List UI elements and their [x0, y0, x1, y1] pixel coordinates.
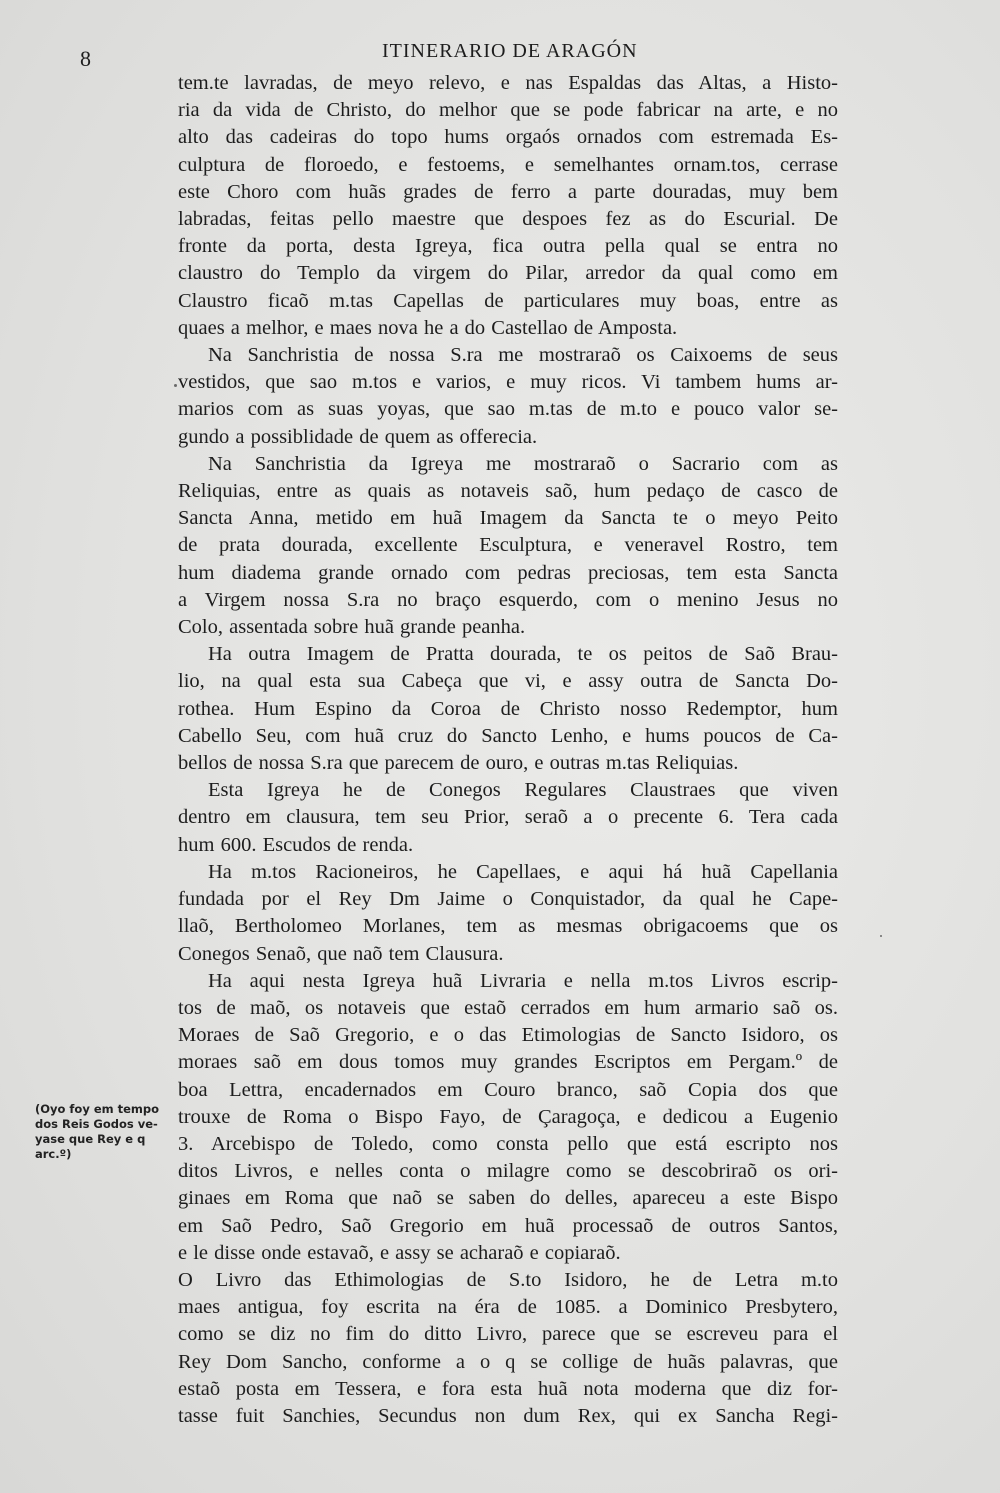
- text-line: llaõ, Bertholomeo Morlanes, tem as mesmas obrigacoems que os: [178, 915, 838, 938]
- text-line: de prata dourada, excellente Esculptura, e veneravel Rostro, tem: [178, 534, 838, 557]
- text-line: Reliquias, entre as quais as notaveis saõ, hum pedaço de casco de: [178, 480, 838, 503]
- text-line: tem.te lavradas, de meyo relevo, e nas Espaldas das Altas, a Histo-: [178, 72, 838, 94]
- text-line: lio, na qual esta sua Cabeça que vi, e assy outra de Sancta Do-: [178, 670, 838, 693]
- margin-note-line: dos Reis Godos ve-: [35, 1117, 158, 1131]
- text-line: rothea. Hum Espino da Coroa de Christo nosso Redemptor, hum: [178, 697, 838, 720]
- text-line: moraes saõ em dous tomos muy grandes Escriptos em Pergam.º de: [178, 1051, 838, 1074]
- text-line: hum diadema grande ornado com pedras preciosas, tem esta Sancta: [178, 561, 838, 584]
- text-line: marios com as suas yoyas, que sao m.tas de m.to e pouco valor se-: [178, 398, 838, 421]
- text-line: ditos Livros, e nelles conta o milagre como se descobriraõ os ori-: [178, 1160, 838, 1183]
- text-line: claustro do Templo da virgem do Pilar, arredor da qual como em: [178, 262, 838, 285]
- text-line: a Virgem nossa S.ra no braço esquerdo, com o menino Jesus no: [178, 588, 838, 611]
- text-line: ria da vida de Christo, do melhor que se pode fabricar na arte, e no: [178, 99, 838, 122]
- text-line: como se diz no fim do ditto Livro, parece que se escreveu para el: [178, 1323, 838, 1346]
- text-line: estaõ posta em Tessera, e fora esta huã nota moderna que diz for-: [178, 1377, 838, 1400]
- text-line: boa Lettra, encadernados em Couro branco, saõ Copia dos que: [178, 1078, 838, 1101]
- page-number: 8: [80, 46, 91, 71]
- body-text: [178, 70, 838, 1430]
- text-line: vestidos, que sao m.tos e varios, e muy ricos. Vi tambem hums ar-: [178, 371, 838, 394]
- text-line: culptura de floroedo, e festoems, e semelhantes ornam.tos, cerrase: [178, 153, 838, 176]
- margin-note-line: arc.º): [35, 1147, 72, 1161]
- paper-speck: [174, 384, 177, 387]
- text-line: Cabello Seu, com huã cruz do Sancto Lenho, e hums poucos de Ca-: [178, 724, 838, 747]
- text-line: labradas, feitas pello maestre que despoes fez as do Escurial. De: [178, 208, 838, 231]
- text-line: tasse fuit Sanchies, Secundus non dum Rex, qui ex Sancha Regi-: [178, 1404, 838, 1427]
- text-line: Conegos Senaõ, que naõ tem Clausura.: [178, 942, 504, 965]
- text-line: Rey Dom Sancho, conforme a o q se collige de huãs palavras, que: [178, 1350, 838, 1373]
- running-title: ITINERARIO DE ARAGÓN: [382, 40, 638, 62]
- text-line: Sancta Anna, metido em huã Imagem da Sancta te o meyo Peito: [178, 507, 838, 530]
- text-line: Ha aqui nesta Igreya huã Livraria e nella m.tos Livros escrip-: [208, 969, 838, 992]
- text-line: gundo a possiblidade de quem as offerecia.: [178, 425, 538, 448]
- margin-note-line: yase que Rey e q: [35, 1132, 146, 1146]
- text-line: Na Sanchristia de nossa S.ra me mostraraõ os Caixoems de seus: [208, 344, 838, 367]
- margin-note: [35, 1102, 180, 1162]
- text-line: e le disse onde estavaõ, e assy se acharaõ e copiaraõ.: [178, 1241, 621, 1264]
- text-line: ginaes em Roma que naõ se saben do delles, apareceu a este Bispo: [178, 1187, 838, 1210]
- text-line: maes antigua, foy escrita na éra de 1085. a Dominico Presbytero,: [178, 1296, 838, 1319]
- text-line: Moraes de Saõ Gregorio, e o das Etimologias de Sancto Isidoro, os: [178, 1024, 838, 1047]
- text-line: fronte da porta, desta Igreya, fica outra pella qual se entra no: [178, 235, 838, 258]
- text-line: Claustro ficaõ m.tas Capellas de particulares muy boas, entre as: [178, 289, 838, 312]
- text-line: bellos de nossa S.ra que parecem de ouro, e outras m.tas Reliquias.: [178, 752, 739, 775]
- text-line: dentro em clausura, tem seu Prior, seraõ a o precente 6. Tera cada: [178, 806, 838, 829]
- text-line: Ha outra Imagem de Pratta dourada, te os peitos de Saõ Brau-: [208, 643, 838, 666]
- text-line: tos de maõ, os notaveis que estaõ cerrados em hum armario saõ os.: [178, 996, 838, 1019]
- text-line: este Choro com huãs grades de ferro a parte douradas, muy bem: [178, 180, 838, 203]
- text-line: Na Sanchristia da Igreya me mostraraõ o Sacrario com as: [208, 452, 838, 475]
- text-line: 3. Arcebispo de Toledo, como consta pello que está escripto nos: [178, 1132, 838, 1155]
- text-line: quaes a melhor, e maes nova he a do Castellao de Amposta.: [178, 316, 678, 339]
- text-line: hum 600. Escudos de renda.: [178, 833, 414, 856]
- text-line: em Saõ Pedro, Saõ Gregorio em huã processaõ de outros Santos,: [178, 1214, 838, 1237]
- text-line: O Livro das Ethimologias de S.to Isidoro, he de Letra m.to: [178, 1268, 838, 1291]
- text-line: Esta Igreya he de Conegos Regulares Claustraes que viven: [208, 779, 838, 802]
- text-line: fundada por el Rey Dm Jaime o Conquistador, da qual he Cape-: [178, 888, 838, 911]
- paper-speck: [880, 935, 882, 937]
- text-line: trouxe de Roma o Bispo Fayo, de Çaragoça, e dedicou a Eugenio: [178, 1105, 838, 1128]
- margin-note-line: (Oyo foy em tempo: [35, 1102, 160, 1116]
- text-line: alto das cadeiras do topo hums orgaós ornados com estremada Es-: [178, 126, 838, 149]
- text-line: Ha m.tos Racioneiros, he Capellaes, e aqui há huã Capellania: [208, 860, 838, 883]
- text-line: Colo, assentada sobre huã grande peanha.: [178, 616, 526, 639]
